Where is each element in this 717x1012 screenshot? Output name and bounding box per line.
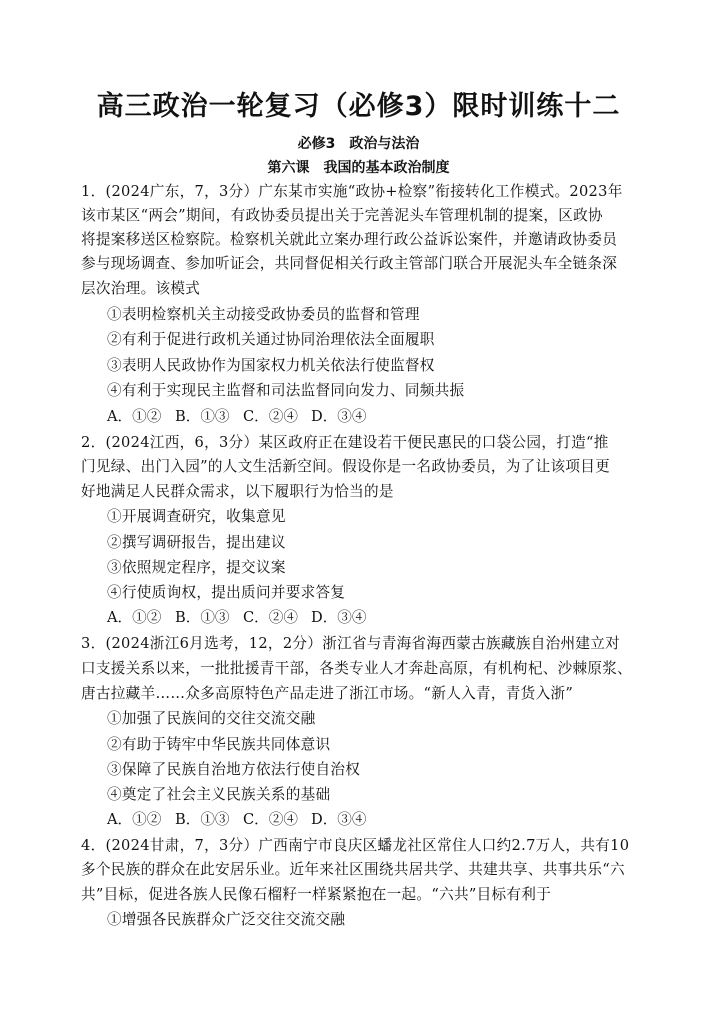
q3-stem-line: 3．(2024浙江6月选考，12，2分）浙江省与青海省海西蒙古族藏族自治州建立对 [81, 635, 621, 652]
q3-option: ④奠定了社会主义民族关系的基础 [107, 786, 331, 803]
q3-stem-line: 唐古拉藏羊……众多高原特色产品走进了浙江市场。“新人入青，青货入浙” [81, 685, 574, 702]
q1-choice-a: A．①② [107, 408, 162, 425]
q3-choice-c: C．②④ [243, 811, 298, 828]
q3-choice-b: B．①③ [175, 811, 230, 828]
q2-choices [107, 608, 379, 628]
q2-stem-line: 好地满足人民群众需求，以下履职行为恰当的是 [81, 483, 394, 500]
q3-option: ③保障了民族自治地方依法行使自治权 [107, 761, 361, 778]
q1-stem-line: 参与现场调查、参加听证会，共同督促相关行政主管部门联合开展泥头车全链条深 [81, 255, 618, 272]
q3-choice-a: A．①② [107, 811, 162, 828]
q2-option: ③依照规定程序，提交议案 [107, 559, 286, 576]
lesson-subtitle: 第六课 我国的基本政治制度 [267, 160, 450, 176]
q3-choice-d: D．③④ [311, 811, 367, 828]
q1-option: ①表明检察机关主动接受政协委员的监督和管理 [107, 306, 420, 323]
q2-choice-c: C．②④ [243, 609, 298, 626]
q2-choice-b: B．①③ [175, 609, 230, 626]
q1-choice-c: C．②④ [243, 408, 298, 425]
module-subtitle: 必修3 政治与法治 [297, 136, 420, 152]
q4-stem-line: 共”目标，促进各族人民像石榴籽一样紧紧抱在一起。“六共”目标有利于 [81, 886, 552, 903]
q1-stem-line: 将提案移送区检察院。检察机关就此立案办理行政公益诉讼案件，并邀请政协委员 [81, 231, 618, 248]
q4-option: ①增强各民族群众广泛交往交流交融 [107, 911, 346, 928]
q1-option: ③表明人民政协作为国家权力机关依法行使监督权 [107, 357, 435, 374]
q1-choice-d: D．③④ [311, 408, 367, 425]
q2-stem-line: 门见绿、出门入园”的人文生活新空间。假设你是一名政协委员，为了让该项目更 [81, 458, 611, 475]
q3-option: ②有助于铸牢中华民族共同体意识 [107, 736, 331, 753]
q2-choice-d: D．③④ [311, 609, 367, 626]
q4-stem-line: 4．(2024甘肃，7，3分）广西南宁市良庆区蟠龙社区常住人口约2.7万人，共有10 [81, 837, 630, 854]
q3-stem-line: 口支援关系以来，一批批援青干部，各类专业人才奔赴高原，有机枸杞、沙棘原浆、 [81, 660, 633, 677]
q1-choices [107, 407, 379, 427]
page-title: 高三政治一轮复习（必修3）限时训练十二 [96, 91, 621, 122]
q4-stem-line: 多个民族的群众在此安居乐业。近年来社区围绕共居共学、共建共享、共事共乐“六 [81, 861, 625, 878]
q3-choices [107, 810, 379, 830]
q2-option: ④行使质询权，提出质问并要求答复 [107, 584, 346, 601]
q1-choice-b: B．①③ [175, 408, 230, 425]
q3-option: ①加强了民族间的交往交流交融 [107, 710, 316, 727]
q1-stem-line: 1．(2024广东，7，3分）广东某市实施“政协+检察”衔接转化工作模式。2023年 [81, 183, 623, 200]
q1-stem-line: 该市某区“两会”期间，有政协委员提出关于完善泥头车管理机制的提案，区政协 [81, 207, 603, 224]
q1-stem-line: 层次治理。该模式 [81, 280, 201, 297]
q1-option: ②有利于促进行政机关通过协同治理依法全面履职 [107, 331, 435, 348]
q2-option: ①开展调查研究，收集意见 [107, 508, 286, 525]
q1-option: ④有利于实现民主监督和司法监督同向发力、同频共振 [107, 382, 465, 399]
q2-stem-line: 2．(2024江西，6，3分）某区政府正在建设若干便民惠民的口袋公园，打造“推 [81, 434, 609, 451]
q2-option: ②撰写调研报告，提出建议 [107, 534, 286, 551]
q2-choice-a: A．①② [107, 609, 162, 626]
